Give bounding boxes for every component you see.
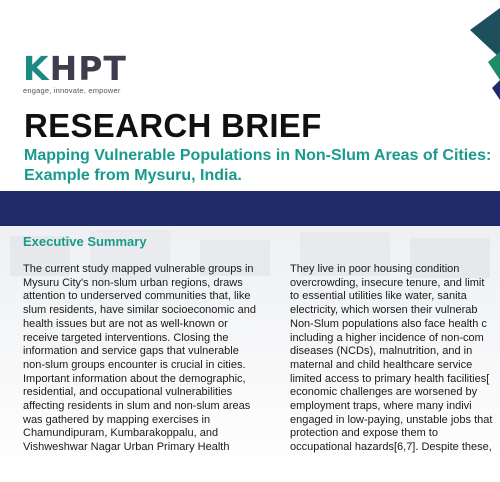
summary-left-column xyxy=(23,263,267,455)
corner-triangle-mid xyxy=(488,52,500,80)
corner-decoration xyxy=(440,0,500,110)
right-line: maternal and child healthcare service xyxy=(290,358,473,371)
right-line: engaged in low-paying, unstable jobs that xyxy=(290,413,493,426)
right-line: They live in poor housing condition xyxy=(290,263,460,275)
right-line: limited access to primary health facilities[ xyxy=(290,372,490,385)
right-line: employment traps, where many indivi xyxy=(290,400,472,413)
left-line: The current study mapped vulnerable groups in xyxy=(23,263,254,275)
document-type-heading: RESEARCH BRIEF xyxy=(24,107,322,144)
summary-right-column xyxy=(290,263,500,455)
logo-wordmark xyxy=(23,49,127,88)
right-line: occupational hazards[6,7]. Despite these, xyxy=(290,441,492,454)
right-line: including a higher incidence of non-com xyxy=(290,331,484,344)
left-line: Vishweshwar Nagar Urban Primary Health xyxy=(23,441,230,454)
left-line: health issues but are not as well-known or xyxy=(23,317,228,330)
logo-letters-rest: HPT xyxy=(49,49,127,88)
right-line: electricity, which worsen their vulnerab xyxy=(290,304,478,317)
left-line: residential, and occupational vulnerabilities xyxy=(23,386,233,399)
right-line: economic challenges are worsened by xyxy=(290,386,478,399)
left-line: non-slum groups encounter is crucial in cities. xyxy=(23,358,246,371)
right-line: overcrowding, insecure tenure, and limit xyxy=(290,276,485,289)
khpt-logo xyxy=(23,49,127,95)
right-line: diseases (NCDs), malnutrition, and in xyxy=(290,345,473,358)
left-line: slum residents, have similar socioeconomic and xyxy=(23,304,256,317)
left-line: affecting residents in slum and non-slum areas xyxy=(23,400,251,413)
left-line: Important information about the demographic, xyxy=(23,372,246,385)
logo-tagline: engage, innovate, empower xyxy=(23,86,121,95)
left-line: Chamundipuram, Kumbarakoppalu, and xyxy=(23,427,219,440)
title-line-1: Mapping Vulnerable Populations in Non-Slum Areas of Cities: xyxy=(24,147,492,164)
title-line-2: Example from Mysuru, India. xyxy=(24,167,242,184)
document-title xyxy=(24,146,494,186)
left-line: information and service gaps that vulnerable xyxy=(23,345,239,358)
right-line: protection and expose them to xyxy=(290,427,438,440)
left-line: Mysuru City's non-slum urban regions, draws xyxy=(23,276,243,289)
left-line: attention to underserved communities that, like xyxy=(23,290,251,303)
right-line: Non-Slum populations also face health c xyxy=(290,317,487,330)
left-line: was gathered by mapping exercises in xyxy=(23,413,211,426)
corner-triangle-top xyxy=(470,8,500,58)
left-line: receive targeted interventions. Closing the xyxy=(23,331,229,344)
logo-letter-k: K xyxy=(23,49,50,88)
navy-banner xyxy=(0,191,500,226)
corner-triangle-low xyxy=(492,80,500,100)
executive-summary-heading: Executive Summary xyxy=(23,234,147,249)
right-line: to essential utilities like water, sanita xyxy=(290,290,467,303)
